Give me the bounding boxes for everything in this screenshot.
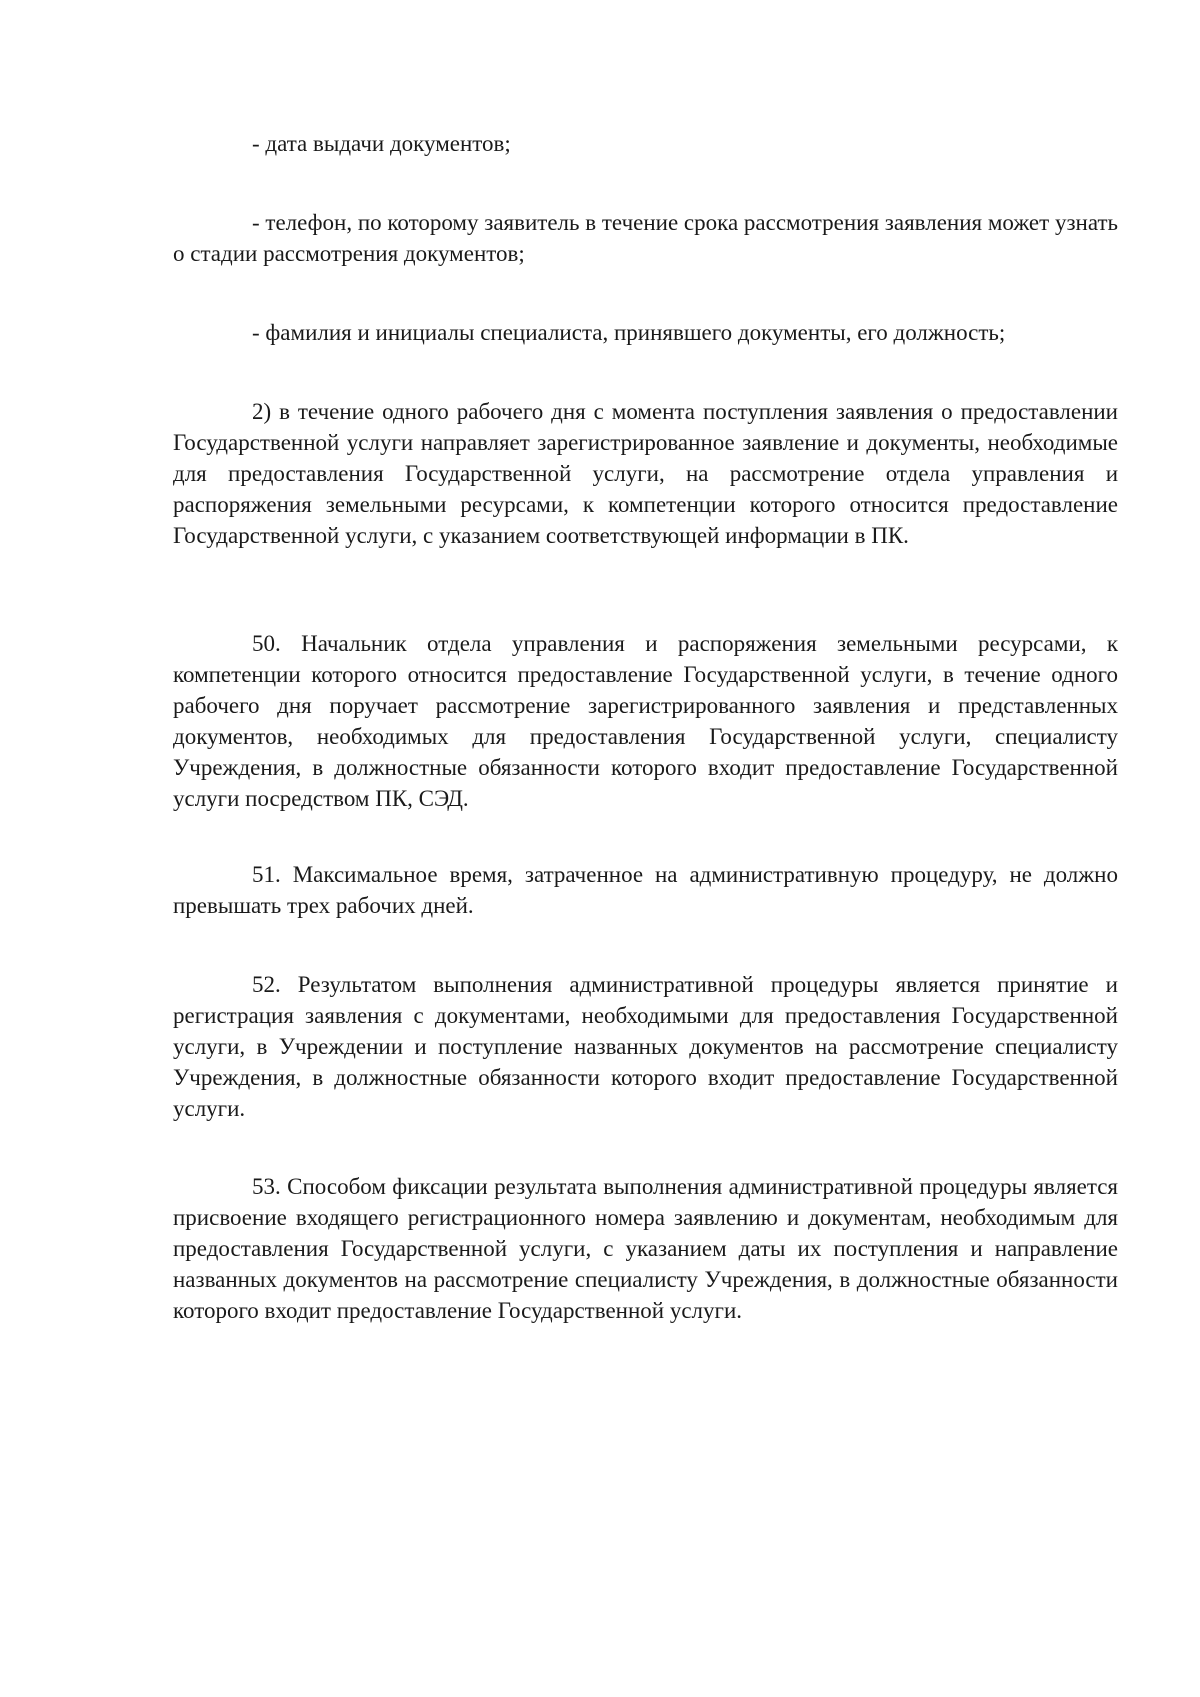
paragraph-phone: - телефон, по которому заявитель в течение срока рассмотрения заявления может узнать о стадии рассмотрения документов; — [173, 210, 1118, 266]
paragraph-item-51: 51. Максимальное время, затраченное на административную процедуру, не должно превышать трех рабочих дней. — [173, 862, 1118, 918]
paragraph-item-2: 2) в течение одного рабочего дня с момента поступления заявления о предоставлении Государственной услуги направляет зарегистрированное заявление и документы, необходимые для предоставления Государственной услуги, на рассмотрение отдела управления и распоряжения земельными ресурсами, к компетенции которого относится предоставление Государственной услуги, с указанием соответствующей информации в ПК. — [173, 399, 1118, 548]
paragraph-item-52: 52. Результатом выполнения административной процедуры является принятие и регистрация заявления с документами, необходимыми для предоставления Государственной услуги, в Учреждении и поступление названных документов на рассмотрение специалисту Учреждения, в должностные обязанности которого входит предоставление Государственной услуги. — [173, 972, 1118, 1121]
paragraph-item-50: 50. Начальник отдела управления и распоряжения земельными ресурсами, к компетенции которого относится предоставление Государственной услуги, в течение одного рабочего дня поручает рассмотрение зарегистрированного заявления и представленных документов, необходимых для предоставления Государственной услуги, специалисту Учреждения, в должностные обязанности которого входит предоставление Государственной услуги посредством ПК, СЭД. — [173, 631, 1118, 811]
paragraph-issue-date: - дата выдачи документов; — [252, 131, 511, 156]
paragraph-item-53: 53. Способом фиксации результата выполнения административной процедуры является присвоение входящего регистрационного номера заявлению и документам, необходимым для предоставления Государственной услуги, с указанием даты их поступления и направление названных документов на рассмотрение специалисту Учреждения, в должностные обязанности которого входит предоставление Государственной услуги. — [173, 1174, 1118, 1323]
paragraph-specialist-name: - фамилия и инициалы специалиста, принявшего документы, его должность; — [252, 320, 1006, 345]
